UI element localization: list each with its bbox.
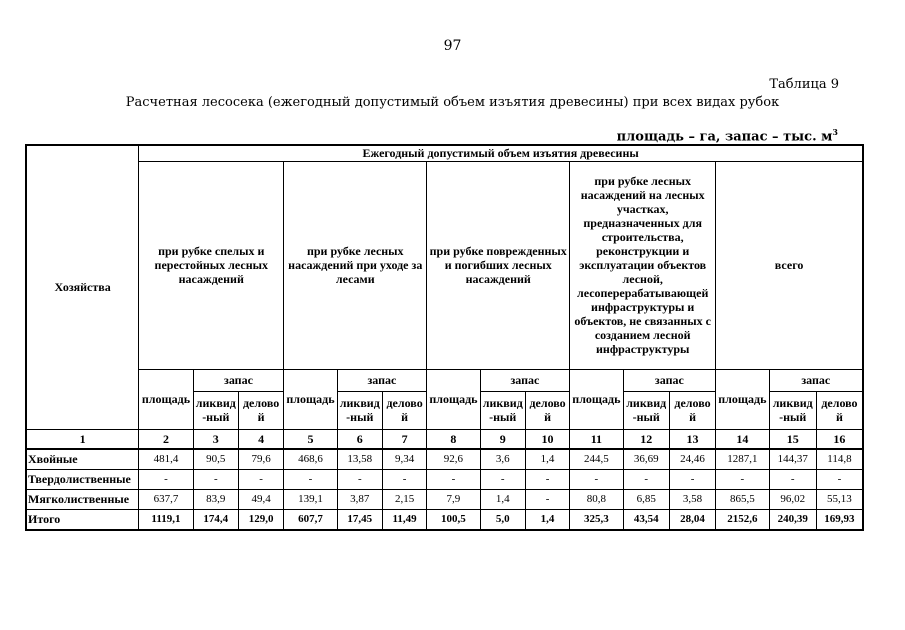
cell: 114,8 [816,449,863,469]
category-text-5: всего [774,258,804,272]
liquid-l1: ликвид [195,396,236,410]
business-l2: й [689,410,696,424]
liquid-l2: -ный [779,410,807,424]
cell: - [337,469,382,489]
category-text-1: при рубке спелых и перестойных лесных насаждений [154,244,268,286]
cell: 2152,6 [716,509,769,530]
cell: 100,5 [427,509,480,530]
cell: 9,34 [382,449,426,469]
category-header-3 [427,161,570,369]
business-header [525,391,569,429]
col-number-12: 12 [623,429,669,449]
cell: 174,4 [193,509,238,530]
cell: 79,6 [238,449,283,469]
business-l2: й [835,410,843,424]
cell: 11,49 [382,509,426,530]
liquid-l1: ликвид [339,396,380,410]
col-number-10: 10 [525,429,569,449]
col-number-8: 8 [427,429,480,449]
col-number-5: 5 [284,429,337,449]
cell: 36,69 [623,449,669,469]
cell: 1119,1 [139,509,193,530]
liquid-l2: -ный [202,410,230,424]
col-number-4: 4 [238,429,283,449]
cell: 17,45 [337,509,382,530]
business-header [816,391,863,429]
cell: 139,1 [284,489,337,509]
liquid-header [337,391,382,429]
category-header-5 [716,161,863,369]
row-name: Итого [26,509,139,530]
area-header: площадь [427,369,480,429]
units-note [617,127,838,144]
business-l1: делово [242,396,280,410]
cell: 1287,1 [716,449,769,469]
cell: 481,4 [139,449,193,469]
cell: - [139,469,193,489]
col-number-3: 3 [193,429,238,449]
category-text-4: при рубке лесных насаждений на лесных участках, предназначенных для строительства, реконструкции и эксплуатации объектов лесной, лесоперерабатывающей инфраструктуры и объектов, не связанных с созданием лесной инфраструктуры [574,174,711,356]
page-number: 97 [443,38,462,54]
area-header: площадь [284,369,337,429]
business-header [382,391,426,429]
cell: 244,5 [570,449,623,469]
col-number-11: 11 [570,429,623,449]
col-number-7: 7 [382,429,426,449]
cell: 2,15 [382,489,426,509]
col-number-13: 13 [669,429,715,449]
farms-header: Хозяйства [26,145,139,429]
business-header [238,391,283,429]
stock-header: запас [480,369,570,391]
cell: - [427,469,480,489]
stock-header: запас [623,369,716,391]
harvest-table [25,144,864,531]
cell: 1,4 [525,449,569,469]
table-row [26,469,863,489]
category-text-3: при рубке поврежденных и погибших лесных насаждений [429,244,567,286]
cell: 3,58 [669,489,715,509]
col-number-14: 14 [716,429,769,449]
table-label: Таблица 9 [769,77,839,92]
liquid-l2: -ный [346,410,374,424]
cell: - [570,469,623,489]
stock-header: запас [193,369,284,391]
cell: 607,7 [284,509,337,530]
cell: 13,58 [337,449,382,469]
business-header [669,391,715,429]
liquid-l2: -ный [632,410,660,424]
cell: 169,93 [816,509,863,530]
cell: 325,3 [570,509,623,530]
cell: - [769,469,816,489]
cell: 865,5 [716,489,769,509]
cell: 49,4 [238,489,283,509]
area-header: площадь [716,369,769,429]
cell: 28,04 [669,509,715,530]
business-l1: делово [529,396,566,410]
table-row [26,489,863,509]
cell: 3,87 [337,489,382,509]
col-number-1: 1 [26,429,139,449]
cell: 1,4 [480,489,525,509]
row-name: Хвойные [26,449,139,469]
col-number-16: 16 [816,429,863,449]
row-name: Мягколиственные [26,489,139,509]
col-number-15: 15 [769,429,816,449]
cell: - [816,469,863,489]
liquid-header [623,391,669,429]
table-title: Расчетная лесосека (ежегодный допустимый объем изъятия древесины) при всех видах рубок [125,95,780,110]
cell: - [193,469,238,489]
liquid-header [480,391,525,429]
cell: 1,4 [525,509,569,530]
cell: - [716,469,769,489]
cell: 637,7 [139,489,193,509]
business-l2: й [401,410,409,424]
cell: 129,0 [238,509,283,530]
col-number-2: 2 [139,429,193,449]
cell: 3,6 [480,449,525,469]
cell: - [525,489,569,509]
category-header-1 [139,161,284,369]
stock-header: запас [769,369,863,391]
business-l1: делово [386,396,423,410]
liquid-l1: ликвид [626,396,667,410]
cell: - [623,469,669,489]
cell: 24,46 [669,449,715,469]
cell: 80,8 [570,489,623,509]
table-row [26,449,863,469]
col-number-9: 9 [480,429,525,449]
business-l2: й [544,410,552,424]
business-l1: делово [674,396,711,410]
stock-header: запас [337,369,427,391]
liquid-l2: -ный [489,410,517,424]
area-header: площадь [139,369,193,429]
cell: - [669,469,715,489]
table-row-total [26,509,863,530]
cell: - [382,469,426,489]
liquid-l1: ликвид [772,396,813,410]
cell: 6,85 [623,489,669,509]
units-text: площадь – га, запас – тыс. м [616,129,833,145]
cell: - [284,469,337,489]
cell: 43,54 [623,509,669,530]
cell: - [525,469,569,489]
row-name: Твердолиственные [26,469,139,489]
category-header-2 [284,161,427,369]
group-header: Ежегодный допустимый объем изъятия древесины [139,145,863,161]
liquid-header [769,391,816,429]
col-number-6: 6 [337,429,382,449]
business-l1: делово [821,396,858,410]
units-superscript: 3 [832,127,838,137]
cell: 468,6 [284,449,337,469]
cell: 144,37 [769,449,816,469]
cell: 7,9 [427,489,480,509]
cell: 96,02 [769,489,816,509]
cell: - [480,469,525,489]
category-text-2: при рубке лесных насаждений при уходе за лесами [288,244,423,286]
business-l2: й [257,410,265,424]
liquid-l1: ликвид [482,396,523,410]
cell: 83,9 [193,489,238,509]
cell: - [238,469,283,489]
category-header-4 [570,161,716,369]
cell: 55,13 [816,489,863,509]
liquid-header [193,391,238,429]
cell: 90,5 [193,449,238,469]
cell: 240,39 [769,509,816,530]
cell: 5,0 [480,509,525,530]
area-header: площадь [570,369,623,429]
cell: 92,6 [427,449,480,469]
